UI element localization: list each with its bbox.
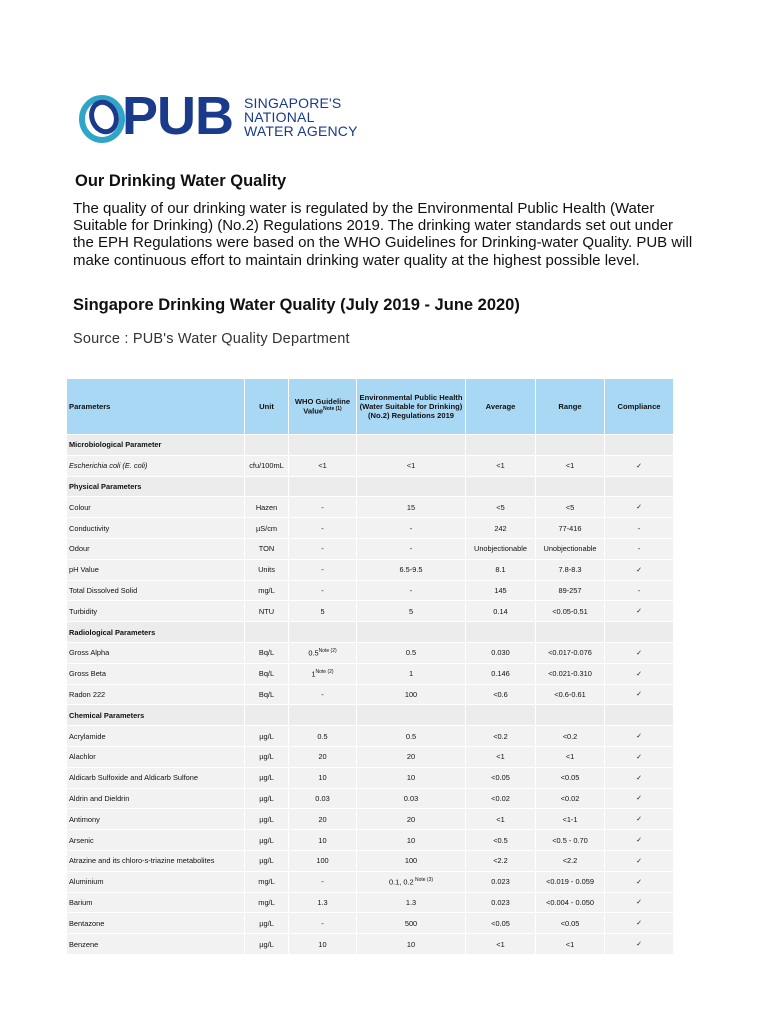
who-cell: 20 <box>289 746 357 767</box>
unit-cell: mg/L <box>245 580 289 601</box>
compliance-cell: ✓ <box>605 892 674 913</box>
eph-cell: 100 <box>357 850 466 871</box>
compliance-cell: - <box>605 580 674 601</box>
parameter-cell: Conductivity <box>67 517 245 538</box>
parameter-cell: Arsenic <box>67 829 245 850</box>
table-row <box>67 684 674 705</box>
parameter-cell: Total Dissolved Solid <box>67 580 245 601</box>
who-cell: 20 <box>289 808 357 829</box>
who-cell: 10 <box>289 933 357 954</box>
range-cell: <1 <box>536 455 605 476</box>
average-cell: 0.023 <box>466 892 536 913</box>
range-cell: <1-1 <box>536 808 605 829</box>
header-unit: Unit <box>245 379 289 434</box>
average-cell: 0.030 <box>466 642 536 663</box>
parameter-cell: Aldicarb Sulfoxide and Aldicarb Sulfone <box>67 767 245 788</box>
pub-logo <box>78 86 358 146</box>
parameter-cell: Escherichia coli (E. coli) <box>67 455 245 476</box>
average-cell: <1 <box>466 933 536 954</box>
unit-cell: µS/cm <box>245 517 289 538</box>
unit-cell: µg/L <box>245 746 289 767</box>
table-row <box>67 788 674 809</box>
who-cell: - <box>289 496 357 517</box>
range-cell: <1 <box>536 746 605 767</box>
empty-cell <box>605 476 674 497</box>
parameter-cell: Aldrin and Dieldrin <box>67 788 245 809</box>
eph-cell: 10 <box>357 829 466 850</box>
header-who: WHO Guideline Value$^{Note (1)}$ <box>289 379 357 434</box>
parameter-cell: Alachlor <box>67 746 245 767</box>
range-cell: <0.6-0.61 <box>536 684 605 705</box>
eph-cell: - <box>357 517 466 538</box>
eph-cell: 6.5-9.5 <box>357 559 466 580</box>
parameter-cell: Bentazone <box>67 912 245 933</box>
unit-cell: µg/L <box>245 933 289 954</box>
table-row <box>67 933 674 954</box>
eph-cell: 10 <box>357 933 466 954</box>
eph-cell: 10 <box>357 767 466 788</box>
compliance-cell: ✓ <box>605 746 674 767</box>
empty-cell <box>605 621 674 642</box>
table-row <box>67 642 674 663</box>
compliance-cell: ✓ <box>605 663 674 684</box>
unit-cell: NTU <box>245 600 289 621</box>
compliance-cell: ✓ <box>605 496 674 517</box>
unit-cell: cfu/100mL <box>245 455 289 476</box>
eph-cell: 0.5 <box>357 642 466 663</box>
empty-cell <box>605 704 674 725</box>
eph-cell: - <box>357 538 466 559</box>
table-row <box>67 892 674 913</box>
parameter-cell: Radon 222 <box>67 684 245 705</box>
average-cell: <1 <box>466 746 536 767</box>
empty-cell <box>245 621 289 642</box>
who-cell: 10 <box>289 767 357 788</box>
who-cell: - <box>289 871 357 892</box>
eph-cell: 15 <box>357 496 466 517</box>
section-label: Chemical Parameters <box>67 704 245 725</box>
who-cell: $0.5^{Note (2)}$ <box>289 642 357 663</box>
section-label: Microbiological Parameter <box>67 434 245 455</box>
unit-cell: µg/L <box>245 850 289 871</box>
section-row <box>67 434 674 455</box>
compliance-cell: ✓ <box>605 642 674 663</box>
parameter-cell: Barium <box>67 892 245 913</box>
who-cell: 10 <box>289 829 357 850</box>
unit-cell: Hazen <box>245 496 289 517</box>
who-cell: - <box>289 912 357 933</box>
who-cell: - <box>289 559 357 580</box>
table-header-row <box>67 379 674 434</box>
parameter-cell: Acrylamide <box>67 725 245 746</box>
parameter-cell: Aluminium <box>67 871 245 892</box>
parameter-cell: Turbidity <box>67 600 245 621</box>
range-cell: 77-416 <box>536 517 605 538</box>
intro-paragraph: The quality of our drinking water is regulated by the Environmental Public Health (Water Suitable for Drinking) (No.2) Regulations 2019. The drinking water standards set out under the EPH Regulations were based on the WHO Guidelines for Drinking-water Quality. PUB will make continuous effort to maintain drinking water quality at the highest possible level. <box>73 200 693 269</box>
header-compliance: Compliance <box>605 379 674 434</box>
who-cell: 5 <box>289 600 357 621</box>
unit-cell: TON <box>245 538 289 559</box>
who-cell: - <box>289 538 357 559</box>
table-row <box>67 496 674 517</box>
unit-cell: mg/L <box>245 871 289 892</box>
eph-cell: 5 <box>357 600 466 621</box>
who-cell: $1^{Note (2)}$ <box>289 663 357 684</box>
empty-cell <box>245 476 289 497</box>
average-cell: <0.05 <box>466 767 536 788</box>
range-cell: <2.2 <box>536 850 605 871</box>
section-label: Physical Parameters <box>67 476 245 497</box>
eph-cell: 500 <box>357 912 466 933</box>
range-cell: <0.5 - 0.70 <box>536 829 605 850</box>
eph-cell: 0.1, 0.2 $^{Note (3)}$ <box>357 871 466 892</box>
who-cell: 100 <box>289 850 357 871</box>
range-cell: <0.019 - 0.059 <box>536 871 605 892</box>
average-cell: <1 <box>466 808 536 829</box>
empty-cell <box>289 621 357 642</box>
empty-cell <box>536 621 605 642</box>
table-row <box>67 850 674 871</box>
unit-cell: µg/L <box>245 829 289 850</box>
header-eph: Environmental Public Health (Water Suitable for Drinking) (No.2) Regulations 2019 <box>357 379 466 434</box>
empty-cell <box>289 704 357 725</box>
compliance-cell: - <box>605 538 674 559</box>
empty-cell <box>536 476 605 497</box>
range-cell: <5 <box>536 496 605 517</box>
eph-cell: 0.5 <box>357 725 466 746</box>
average-cell: <0.2 <box>466 725 536 746</box>
range-cell: <0.05-0.51 <box>536 600 605 621</box>
eph-cell: 20 <box>357 746 466 767</box>
empty-cell <box>357 434 466 455</box>
empty-cell <box>605 434 674 455</box>
eph-cell: - <box>357 580 466 601</box>
range-cell: <0.2 <box>536 725 605 746</box>
header-average: Average <box>466 379 536 434</box>
compliance-cell: ✓ <box>605 912 674 933</box>
who-cell: - <box>289 580 357 601</box>
range-cell: 7.8-8.3 <box>536 559 605 580</box>
table-row <box>67 538 674 559</box>
parameter-cell: Odour <box>67 538 245 559</box>
range-cell: <0.017-0.076 <box>536 642 605 663</box>
empty-cell <box>466 704 536 725</box>
empty-cell <box>536 704 605 725</box>
compliance-cell: ✓ <box>605 788 674 809</box>
average-cell: 0.14 <box>466 600 536 621</box>
compliance-cell: ✓ <box>605 684 674 705</box>
parameter-cell: Atrazine and its chloro-s-triazine metabolites <box>67 850 245 871</box>
average-cell: <0.02 <box>466 788 536 809</box>
empty-cell <box>466 621 536 642</box>
table-row <box>67 559 674 580</box>
average-cell: 8.1 <box>466 559 536 580</box>
section-row <box>67 621 674 642</box>
table-row <box>67 725 674 746</box>
unit-cell: µg/L <box>245 912 289 933</box>
unit-cell: µg/L <box>245 767 289 788</box>
eph-cell: <1 <box>357 455 466 476</box>
empty-cell <box>245 434 289 455</box>
table-row <box>67 746 674 767</box>
empty-cell <box>245 704 289 725</box>
who-cell: <1 <box>289 455 357 476</box>
table-row <box>67 829 674 850</box>
range-cell: Unobjectionable <box>536 538 605 559</box>
range-cell: <0.02 <box>536 788 605 809</box>
compliance-cell: ✓ <box>605 850 674 871</box>
range-cell: 89-257 <box>536 580 605 601</box>
compliance-cell: ✓ <box>605 455 674 476</box>
average-cell: <1 <box>466 455 536 476</box>
table-row <box>67 600 674 621</box>
eph-cell: 0.03 <box>357 788 466 809</box>
water-quality-table <box>67 379 674 954</box>
average-cell: 242 <box>466 517 536 538</box>
average-cell: 0.146 <box>466 663 536 684</box>
unit-cell: Bq/L <box>245 642 289 663</box>
empty-cell <box>466 434 536 455</box>
empty-cell <box>536 434 605 455</box>
parameter-cell: Gross Alpha <box>67 642 245 663</box>
page-title: Our Drinking Water Quality <box>75 172 287 190</box>
parameter-cell: Benzene <box>67 933 245 954</box>
header-range: Range <box>536 379 605 434</box>
unit-cell: mg/L <box>245 892 289 913</box>
average-cell: <0.5 <box>466 829 536 850</box>
parameter-cell: pH Value <box>67 559 245 580</box>
eph-cell: 20 <box>357 808 466 829</box>
empty-cell <box>357 476 466 497</box>
average-cell: 145 <box>466 580 536 601</box>
pub-swirl-icon <box>78 90 126 146</box>
range-cell: <1 <box>536 933 605 954</box>
compliance-cell: ✓ <box>605 829 674 850</box>
compliance-cell: ✓ <box>605 600 674 621</box>
empty-cell <box>466 476 536 497</box>
compliance-cell: ✓ <box>605 933 674 954</box>
logo-tagline: SINGAPORE'S NATIONAL WATER AGENCY <box>244 95 358 139</box>
table-row <box>67 871 674 892</box>
section-row <box>67 704 674 725</box>
unit-cell: µg/L <box>245 725 289 746</box>
header-parameters: Parameters <box>67 379 245 434</box>
eph-cell: 1.3 <box>357 892 466 913</box>
eph-cell: 1 <box>357 663 466 684</box>
parameter-cell: Colour <box>67 496 245 517</box>
range-cell: <0.021-0.310 <box>536 663 605 684</box>
average-cell: 0.023 <box>466 871 536 892</box>
average-cell: <2.2 <box>466 850 536 871</box>
compliance-cell: - <box>605 517 674 538</box>
table-row <box>67 808 674 829</box>
compliance-cell: ✓ <box>605 725 674 746</box>
table-row <box>67 517 674 538</box>
compliance-cell: ✓ <box>605 808 674 829</box>
who-cell: 0.5 <box>289 725 357 746</box>
table-row <box>67 580 674 601</box>
average-cell: <5 <box>466 496 536 517</box>
table-row <box>67 663 674 684</box>
average-cell: Unobjectionable <box>466 538 536 559</box>
unit-cell: Bq/L <box>245 684 289 705</box>
section-label: Radiological Parameters <box>67 621 245 642</box>
who-cell: - <box>289 517 357 538</box>
source-line: Source : PUB's Water Quality Department <box>73 331 350 347</box>
table-row <box>67 767 674 788</box>
unit-cell: Bq/L <box>245 663 289 684</box>
unit-cell: µg/L <box>245 808 289 829</box>
eph-cell: 100 <box>357 684 466 705</box>
unit-cell: Units <box>245 559 289 580</box>
compliance-cell: ✓ <box>605 559 674 580</box>
empty-cell <box>357 704 466 725</box>
who-cell: 1.3 <box>289 892 357 913</box>
unit-cell: µg/L <box>245 788 289 809</box>
who-cell: - <box>289 684 357 705</box>
average-cell: <0.6 <box>466 684 536 705</box>
logo-brand-text: PUB <box>122 86 234 146</box>
table-row <box>67 912 674 933</box>
range-cell: <0.004 - 0.050 <box>536 892 605 913</box>
empty-cell <box>357 621 466 642</box>
compliance-cell: ✓ <box>605 767 674 788</box>
table-title: Singapore Drinking Water Quality (July 2019 - June 2020) <box>73 296 520 314</box>
range-cell: <0.05 <box>536 912 605 933</box>
empty-cell <box>289 476 357 497</box>
parameter-cell: Antimony <box>67 808 245 829</box>
table-row <box>67 455 674 476</box>
parameter-cell: Gross Beta <box>67 663 245 684</box>
who-cell: 0.03 <box>289 788 357 809</box>
average-cell: <0.05 <box>466 912 536 933</box>
empty-cell <box>289 434 357 455</box>
compliance-cell: ✓ <box>605 871 674 892</box>
section-row <box>67 476 674 497</box>
range-cell: <0.05 <box>536 767 605 788</box>
